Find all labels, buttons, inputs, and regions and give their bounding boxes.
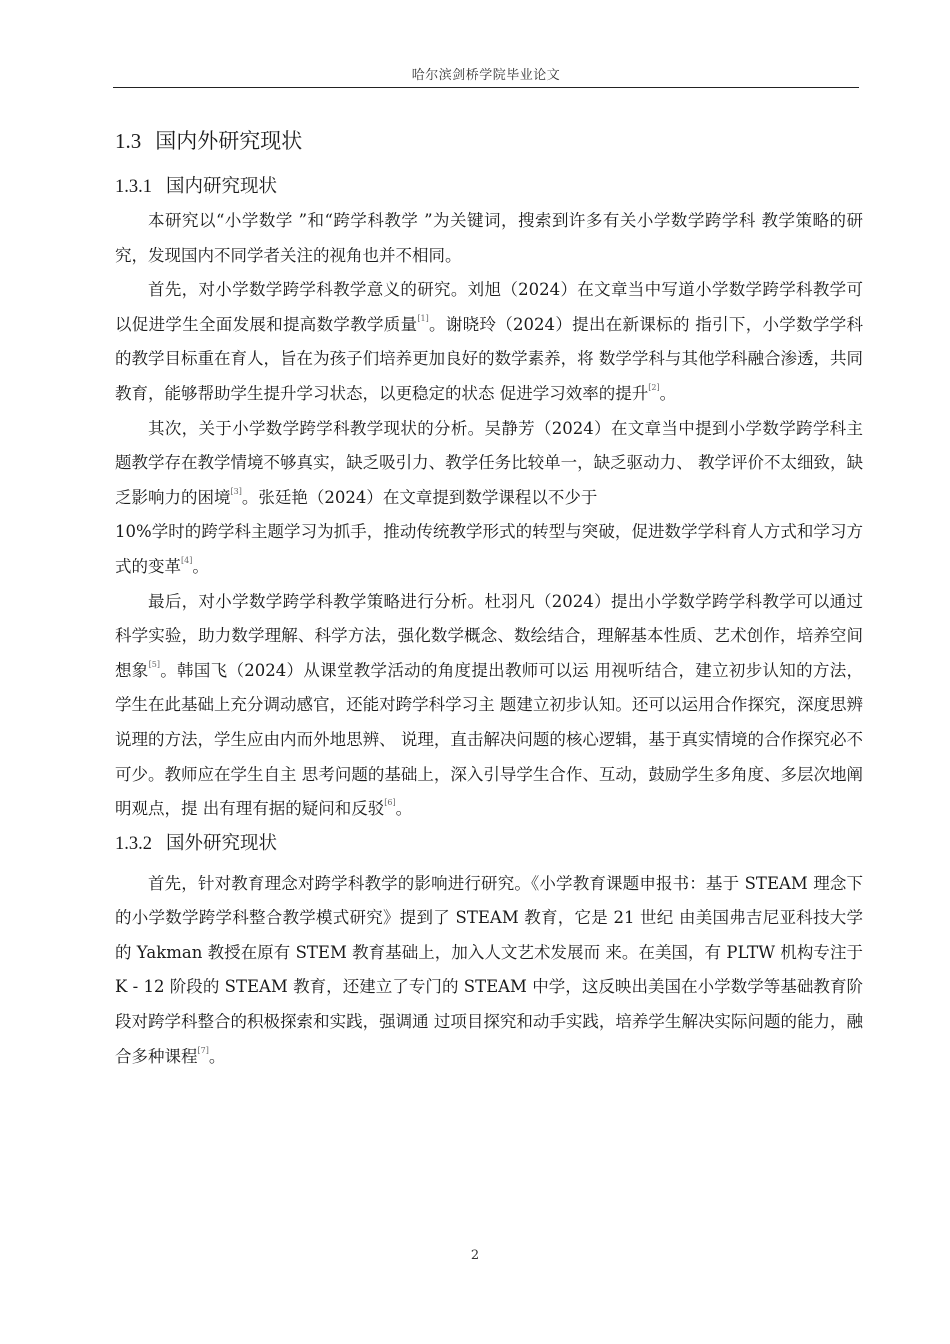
- subsection-heading-domestic: [115, 170, 863, 204]
- page-body: [115, 122, 863, 1074]
- running-header: 哈尔滨剑桥学院毕业论文: [411, 68, 561, 83]
- page-number: 2: [470, 1248, 480, 1263]
- subsection-number: 1.3.1: [115, 177, 152, 197]
- section-heading: [115, 122, 863, 160]
- citation: [7]: [197, 1045, 209, 1055]
- header-rule: [113, 87, 859, 88]
- citation: [1]: [417, 313, 429, 323]
- citation: [4]: [181, 555, 193, 565]
- subsection-number: 1.3.2: [115, 833, 152, 854]
- paragraph-status: 其次，关于小学数学跨学科教学现状的分析。吴静芳（2024）在文章当中提到小学数学跨学科主题教学存在教学情境不够真实，缺乏吸引力、教学任务比较单一，缺乏驱动力、 教学评价不太细致，缺乏影响力的困境[3]。张廷艳（2024）在文章提到数学课程以不少于: [115, 418, 863, 507]
- paragraph-steam: 首先，针对教育理念对跨学科教学的影响进行研究。《小学教育课题申报书：基于 STEAM 理念下的小学数学跨学科整合教学模式研究》提到了 STEAM 教育，它是 21 世纪 由美国弗吉尼亚科技大学的 Yakman 教授在原有 STEM 教育基础上，加入人文艺术发展而 来。在美国，有 PLTW 机构专注于 K - 12 阶段的 STEAM 教育，还建立了专门的 STEAM 中学，这反映出美国在小学数学等基础教育阶段对跨学科整合的积极探索和实践，强调通 过项目探究和动手实践，培养学生解决实际问题的能力，融合多种课程[7]。: [115, 873, 863, 1066]
- citation: [2]: [648, 382, 660, 392]
- paragraph-significance: 首先，对小学数学跨学科教学意义的研究。刘旭（2024）在文章当中写道小学数学跨学科教学可以促进学生全面发展和提高数学教学质量[1]。谢晓玲（2024）提出在新课标的 指引下，小学数学学科的教学目标重在育人，旨在为孩子们培养更加良好的数学素养，将 数学学科与其他学科融合渗透，共同教育，能够帮助学生提升学习状态，以更稳定的状态 促进学习效率的提升[2]。: [115, 280, 863, 403]
- section-title: 国内外研究现状: [155, 129, 303, 153]
- subsection-title: 国内研究现状: [166, 176, 278, 197]
- citation: [6]: [384, 798, 396, 808]
- section-number: 1.3: [115, 129, 142, 153]
- citation: [5]: [148, 659, 160, 669]
- subsection-title: 国外研究现状: [166, 832, 278, 854]
- subsection-heading-foreign: [115, 827, 863, 861]
- citation: [3]: [230, 486, 242, 496]
- paragraph-status-continued: 10%学时的跨学科主题学习为抓手，推动传统教学形式的转型与突破，促进数学学科育人方式和学习方式的变革[4]。: [115, 522, 863, 576]
- paragraph-strategies: 最后，对小学数学跨学科教学策略进行分析。杜羽凡（2024）提出小学数学跨学科教学可以通过科学实验，助力数学理解、科学方法，强化数学概念、数绘结合，理解基本性质、艺术创作，培养空间想象[5]。韩国飞（2024）从课堂教学活动的角度提出教师可以运 用视听结合，建立初步认知的方法，学生在此基础上充分调动感官，还能对跨学科学习主 题建立初步认知。还可以运用合作探究，深度思辨说理的方法，学生应由内而外地思辨、 说理，直击解决问题的核心逻辑，基于真实情境的合作探究必不可少。教师应在学生自主 思考问题的基础上，深入引导学生合作、互动，鼓励学生多角度、多层次地阐明观点，提 出有理有据的疑问和反驳[6]。: [115, 591, 863, 819]
- paragraph-keywords: 本研究以“小学数学 ”和“跨学科教学 ”为关键词，搜索到许多有关小学数学跨学科 教学策略的研究，发现国内不同学者关注的视角也并不相同。: [115, 211, 863, 265]
